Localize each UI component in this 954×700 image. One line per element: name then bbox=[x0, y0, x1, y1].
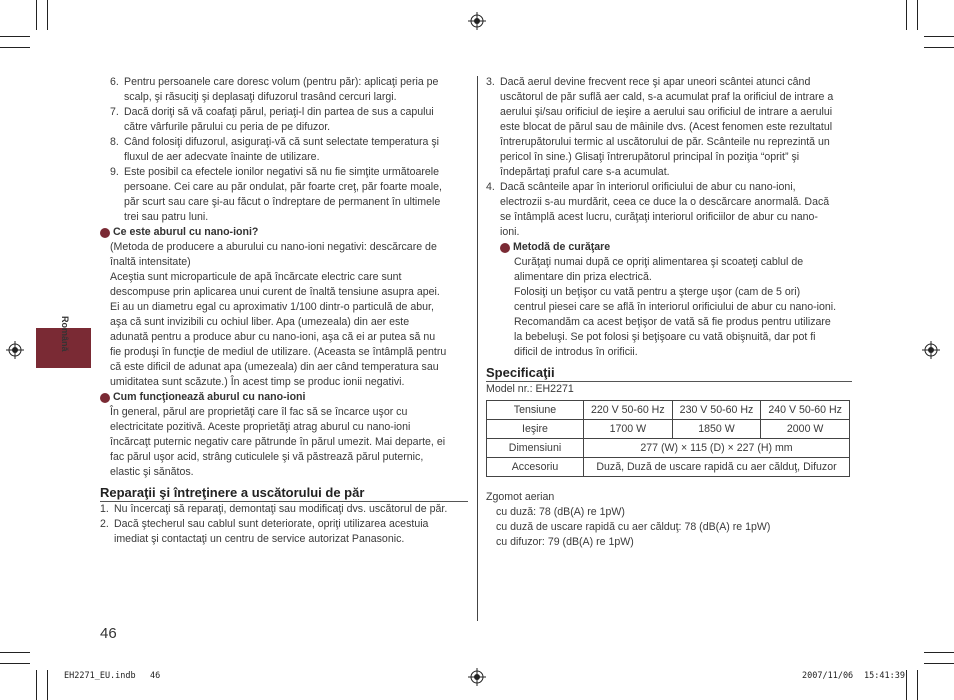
right-column bbox=[486, 75, 856, 550]
table-cell: 2000 W bbox=[761, 420, 850, 439]
table-row bbox=[487, 458, 850, 477]
table-row bbox=[487, 401, 850, 420]
table-cell: 1700 W bbox=[584, 420, 673, 439]
table-cell: Accesoriu bbox=[487, 458, 584, 477]
bullet-body: (Metoda de producere a aburului cu nano-ioni negativi: descărcare de înaltă intensitate) Aceştia sunt microparticule de apă încărcate electric care sunt descompuse prin aplicarea unui curent de înaltă tensiune asupra apei. Ei au un diametru egal cu aproximativ 1/100 dintr-o particulă de abur, aşa că sunt invizibili cu ochiul liber. Apa (umezeala) din aer este adunată pentru a produce abur cu nano-ioni, aşa că ei ar putea să nu fie produşi în funcţie de mediul de utilizare. (Aceasta se întâmplă pentru că este dificil de adunat apa (umezeala) din aer când temperatura sau umiditatea sunt scăzute.) În acest timp se produc ionii negativi. bbox=[110, 241, 447, 388]
list-item: 1. Nu încercaţi să reparaţi, demontaţi sau modificaţi dvs. uscătorul de păr. bbox=[100, 503, 448, 515]
bullet-heading: Metodă de curăţare bbox=[486, 240, 856, 255]
registration-mark-icon bbox=[922, 341, 940, 359]
list-item: 2. Dacă ştecherul sau cablul sunt deteriorate, opriţi utilizarea acestuia imediat şi contactaţi un centru de service autorizat Panasonic. bbox=[100, 518, 429, 545]
print-footer-time: 15:41:39 bbox=[864, 671, 905, 681]
noise-block: Zgomot aerian cu duză: 78 (dB(A) re 1pW) cu duză de uscare rapidă cu aer călduţ: 78 (dB(A) re 1pW) cu difuzor: 79 (dB(A) re 1pW) bbox=[486, 491, 771, 548]
bullet-dot-icon bbox=[100, 228, 110, 238]
bullet-body: Curăţaţi numai după ce opriţi alimentarea şi scoateţi cablul de alimentare din priza electrică. Folosiţi un beţişor cu vată pentru a şterge uşor (cam de 5 ori) centrul piesei care se află în interiorul orificiului de abur cu nano-ioni. Recomandăm ca acest beţişor de vată să fie produs pentru utilizare la bebeluşi. Se pot folosi şi beţişoare cu vată obişnuită, dar pot fi dificil de introdus în orificii. bbox=[514, 256, 837, 358]
section-heading-repairs: Reparaţii şi întreţinere a uscătorului de păr bbox=[100, 485, 468, 502]
table-cell: 220 V 50-60 Hz bbox=[584, 401, 673, 420]
list-item: 6. Pentru persoanele care doresc volum (pentru păr): aplicaţi peria pe scalp, şi răsuciţi şi deplasaţi difuzorul trasând cercuri largi. bbox=[110, 76, 439, 103]
table-row bbox=[487, 439, 850, 458]
bullet-dot-icon bbox=[100, 393, 110, 403]
bullet-heading: Cum funcţionează aburul cu nano-ioni bbox=[100, 390, 470, 405]
table-cell: 240 V 50-60 Hz bbox=[761, 401, 850, 420]
table-row bbox=[487, 420, 850, 439]
table-cell: Dimensiuni bbox=[487, 439, 584, 458]
table-cell: Tensiune bbox=[487, 401, 584, 420]
registration-mark-icon bbox=[468, 668, 486, 686]
column-divider bbox=[477, 76, 478, 621]
list-item: 3. Dacă aerul devine frecvent rece şi apar uneori scântei atunci când uscătorul de păr suflă aer cald, s-a acumulat praf la orificiul de intrare a aerului şi/sau orificiul de ieşire a aerului sau orificiul de intrare a aerului este blocat de părul sau de mâinile dvs. (Acest fenomen este rezultatul întrerupătorului termic al uscătorului de păr. Scânteile nu reprezintă un pericol în sine.) Glisaţi întrerupătorul principal în poziţia “oprit” şi îndepărtaţi praful care s-a acumulat. bbox=[486, 76, 834, 178]
spec-table bbox=[486, 400, 850, 477]
table-cell: Duză, Duză de uscare rapidă cu aer călduţ, Difuzor bbox=[584, 458, 850, 477]
bullet-heading: Ce este aburul cu nano-ioni? bbox=[100, 225, 470, 240]
print-footer-date: 2007/11/06 bbox=[802, 671, 854, 681]
registration-mark-icon bbox=[468, 12, 486, 30]
table-cell: 277 (W) × 115 (D) × 227 (H) mm bbox=[584, 439, 850, 458]
list-item: 8. Când folosiţi difuzorul, asiguraţi-vă că sunt selectate temperatura şi fluxul de aer adecvate înainte de utilizare. bbox=[110, 136, 440, 163]
left-column bbox=[100, 75, 470, 547]
print-footer-page: 46 bbox=[150, 671, 161, 681]
list-item: 4. Dacă scânteile apar în interiorul orificiului de abur cu nano-ioni, electrozii s-au murdărit, ceea ce duce la o descărcare anormală. Dacă se întâmplă acest lucru, curăţaţi interiorul orificiilor de abur cu nano- ioni. bbox=[486, 181, 830, 238]
print-footer-file: EH2271_EU.indb bbox=[64, 671, 136, 681]
section-heading-specs: Specificaţii bbox=[486, 365, 852, 382]
table-cell: Ieşire bbox=[487, 420, 584, 439]
model-number: Model nr.: EH2271 bbox=[486, 383, 574, 395]
table-cell: 1850 W bbox=[672, 420, 761, 439]
registration-mark-icon bbox=[6, 341, 24, 359]
bullet-dot-icon bbox=[500, 243, 510, 253]
page-number: 46 bbox=[100, 625, 117, 642]
bullet-body: În general, părul are proprietăţi care îl fac să se încarce uşor cu electricitate pozitivă. Aceste proprietăţi atrag aburul cu nano-ioni încărcaţt puternic negativ care pătrunde în părul umezit. Mai departe, ei fac părul uşor acid, strâng cuticulele şi vă păstrează părul puternic, elastic şi sănătos. bbox=[110, 406, 446, 478]
table-cell: 230 V 50-60 Hz bbox=[672, 401, 761, 420]
list-bottom bbox=[100, 502, 470, 547]
list-top bbox=[100, 75, 470, 225]
list-item: 9. Este posibil ca efectele ionilor negativi să nu fie simţite următoarele persoane. Cei care au păr ondulat, păr foarte creţ, păr foarte moale, păr scurt sau care şi-au făcut o îndreptare de permanent în ultimele trei sau patru luni. bbox=[110, 166, 442, 223]
language-label: Română bbox=[60, 316, 70, 352]
list-item: 7. Dacă doriţi să vă coafaţi părul, periaţi-l din partea de sus a capului către vârfurile părului cu peria de pe difuzor. bbox=[110, 106, 434, 133]
